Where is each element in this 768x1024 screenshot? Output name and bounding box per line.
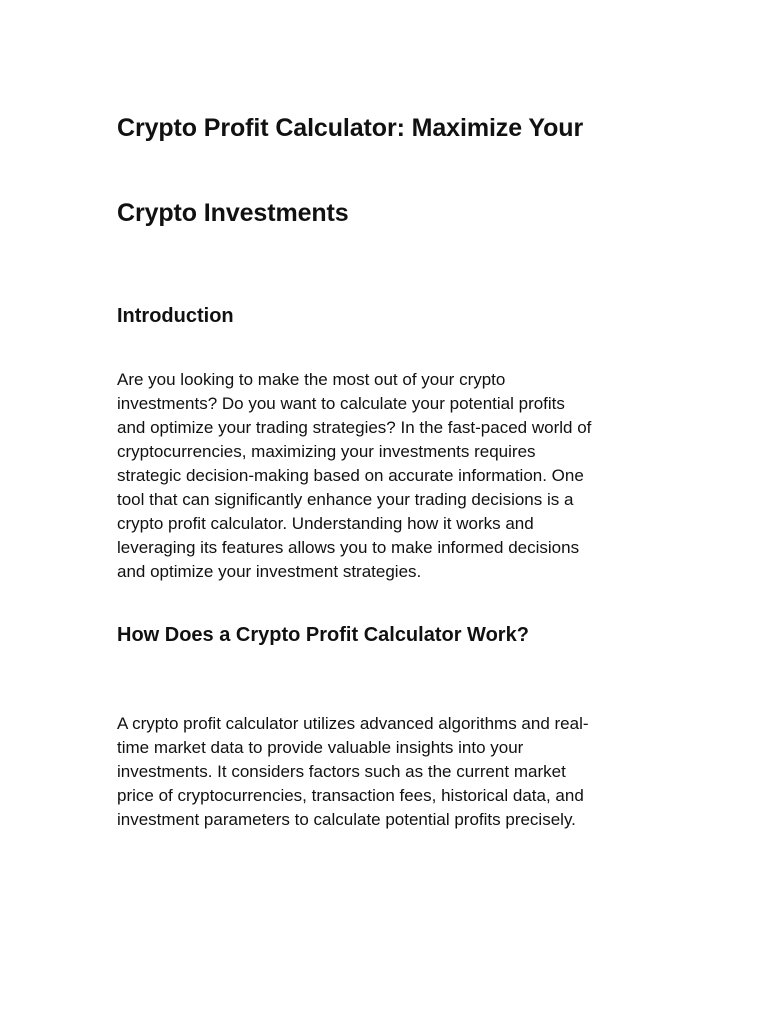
document-title-line-1: Crypto Profit Calculator: Maximize Your bbox=[117, 114, 584, 142]
paragraph-line: strategic decision-making based on accurate information. One bbox=[117, 466, 584, 485]
paragraph-line: Are you looking to make the most out of your crypto bbox=[117, 370, 506, 389]
how-it-works-paragraph bbox=[117, 712, 657, 832]
paragraph-line: and optimize your investment strategies. bbox=[117, 562, 422, 581]
paragraph-line: A crypto profit calculator utilizes advanced algorithms and real- bbox=[117, 714, 589, 733]
paragraph-line: cryptocurrencies, maximizing your investments requires bbox=[117, 442, 536, 461]
paragraph-line: time market data to provide valuable insights into your bbox=[117, 738, 524, 757]
introduction-paragraph bbox=[117, 368, 657, 584]
section-heading-how-it-works: How Does a Crypto Profit Calculator Work? bbox=[117, 624, 529, 646]
paragraph-line: investment parameters to calculate potential profits precisely. bbox=[117, 810, 576, 829]
paragraph-line: and optimize your trading strategies? In the fast-paced world of bbox=[117, 418, 592, 437]
document-title-line-2: Crypto Investments bbox=[117, 199, 349, 227]
paragraph-line: investments. It considers factors such as the current market bbox=[117, 762, 566, 781]
paragraph-line: investments? Do you want to calculate your potential profits bbox=[117, 394, 565, 413]
paragraph-line: price of cryptocurrencies, transaction fees, historical data, and bbox=[117, 786, 584, 805]
section-heading-introduction: Introduction bbox=[117, 305, 234, 327]
paragraph-line: tool that can significantly enhance your trading decisions is a bbox=[117, 490, 574, 509]
paragraph-line: leveraging its features allows you to make informed decisions bbox=[117, 538, 580, 557]
paragraph-line: crypto profit calculator. Understanding how it works and bbox=[117, 514, 534, 533]
